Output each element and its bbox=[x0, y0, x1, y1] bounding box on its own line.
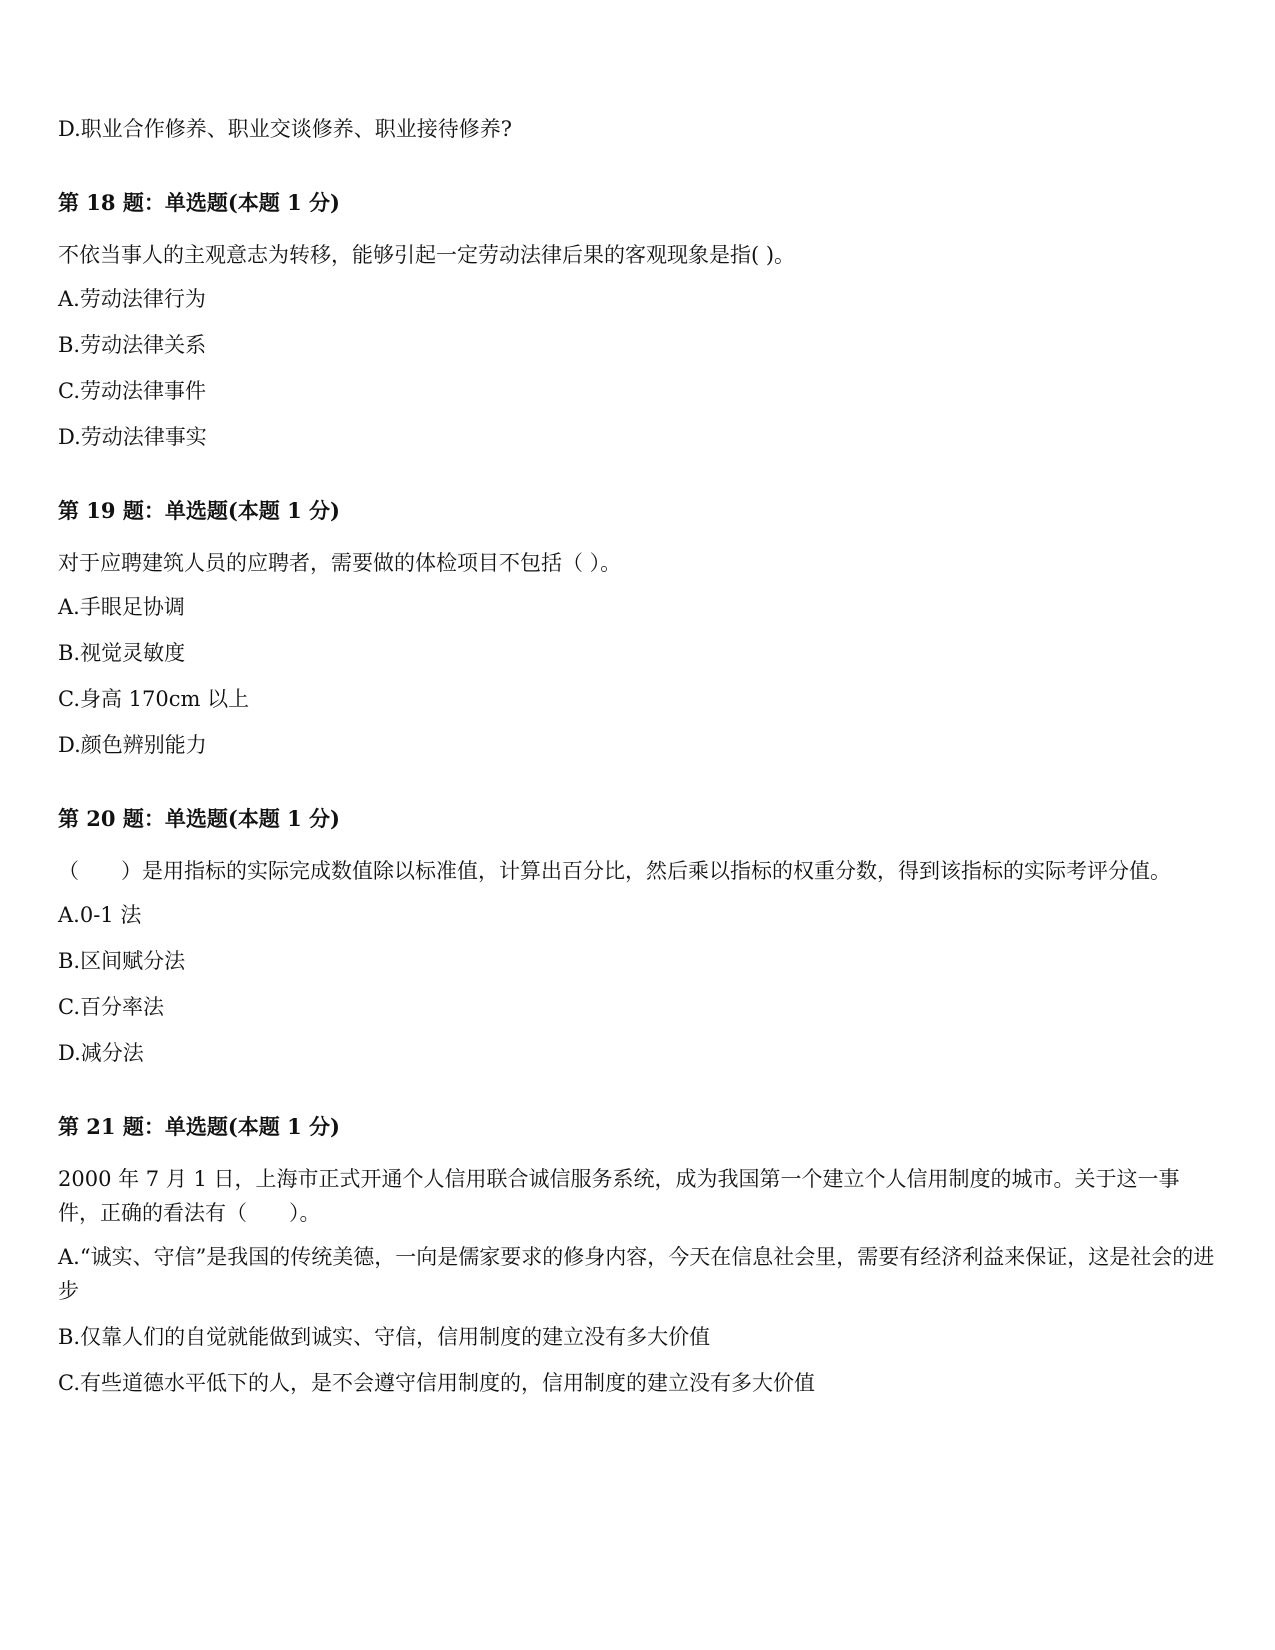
question-20 bbox=[58, 802, 1218, 1070]
question-stem: 对于应聘建筑人员的应聘者，需要做的体检项目不包括（ ）。 bbox=[58, 551, 622, 575]
option-c: C.有些道德水平低下的人，是不会遵守信用制度的，信用制度的建立没有多大价值 bbox=[58, 1371, 815, 1395]
question-header: 第 19 题：单选题(本题 1 分) bbox=[58, 498, 340, 523]
question-stem: 2000 年 7 月 1 日，上海市正式开通个人信用联合诚信服务系统，成为我国第一个建立个人信用制度的城市。关于这一事件，正确的看法有（ ）。 bbox=[58, 1167, 1180, 1225]
option-d: D.减分法 bbox=[58, 1041, 144, 1065]
question-stem: 不依当事人的主观意志为转移，能够引起一定劳动法律后果的客观现象是指( )。 bbox=[58, 243, 796, 267]
option-a: A.0-1 法 bbox=[58, 903, 142, 927]
question-stem: （ ）是用指标的实际完成数值除以标准值，计算出百分比，然后乘以指标的权重分数，得到该指标的实际考评分值。 bbox=[58, 859, 1171, 883]
question-header: 第 18 题：单选题(本题 1 分) bbox=[58, 190, 340, 215]
carryover-option-d: D.职业合作修养、职业交谈修养、职业接待修养? bbox=[58, 117, 513, 141]
question-header: 第 21 题：单选题(本题 1 分) bbox=[58, 1114, 340, 1139]
option-b: B.区间赋分法 bbox=[58, 949, 186, 973]
option-a: A.“诚实、守信”是我国的传统美德，一向是儒家要求的修身内容，今天在信息社会里，需要有经济利益来保证，这是社会的进步 bbox=[58, 1245, 1215, 1303]
option-c: C.劳动法律事件 bbox=[58, 379, 206, 403]
option-c: C.身高 170cm 以上 bbox=[58, 687, 250, 711]
document-page bbox=[58, 112, 1218, 1412]
question-21 bbox=[58, 1110, 1218, 1400]
option-a: A.劳动法律行为 bbox=[58, 287, 206, 311]
question-18 bbox=[58, 186, 1218, 454]
question-19 bbox=[58, 494, 1218, 762]
option-b: B.仅靠人们的自觉就能做到诚实、守信，信用制度的建立没有多大价值 bbox=[58, 1325, 711, 1349]
option-d: D.劳动法律事实 bbox=[58, 425, 207, 449]
option-b: B.视觉灵敏度 bbox=[58, 641, 186, 665]
option-d: D.颜色辨别能力 bbox=[58, 733, 207, 757]
option-b: B.劳动法律关系 bbox=[58, 333, 207, 357]
option-a: A.手眼足协调 bbox=[58, 595, 185, 619]
option-c: C.百分率法 bbox=[58, 995, 164, 1019]
question-header: 第 20 题：单选题(本题 1 分) bbox=[58, 806, 340, 831]
